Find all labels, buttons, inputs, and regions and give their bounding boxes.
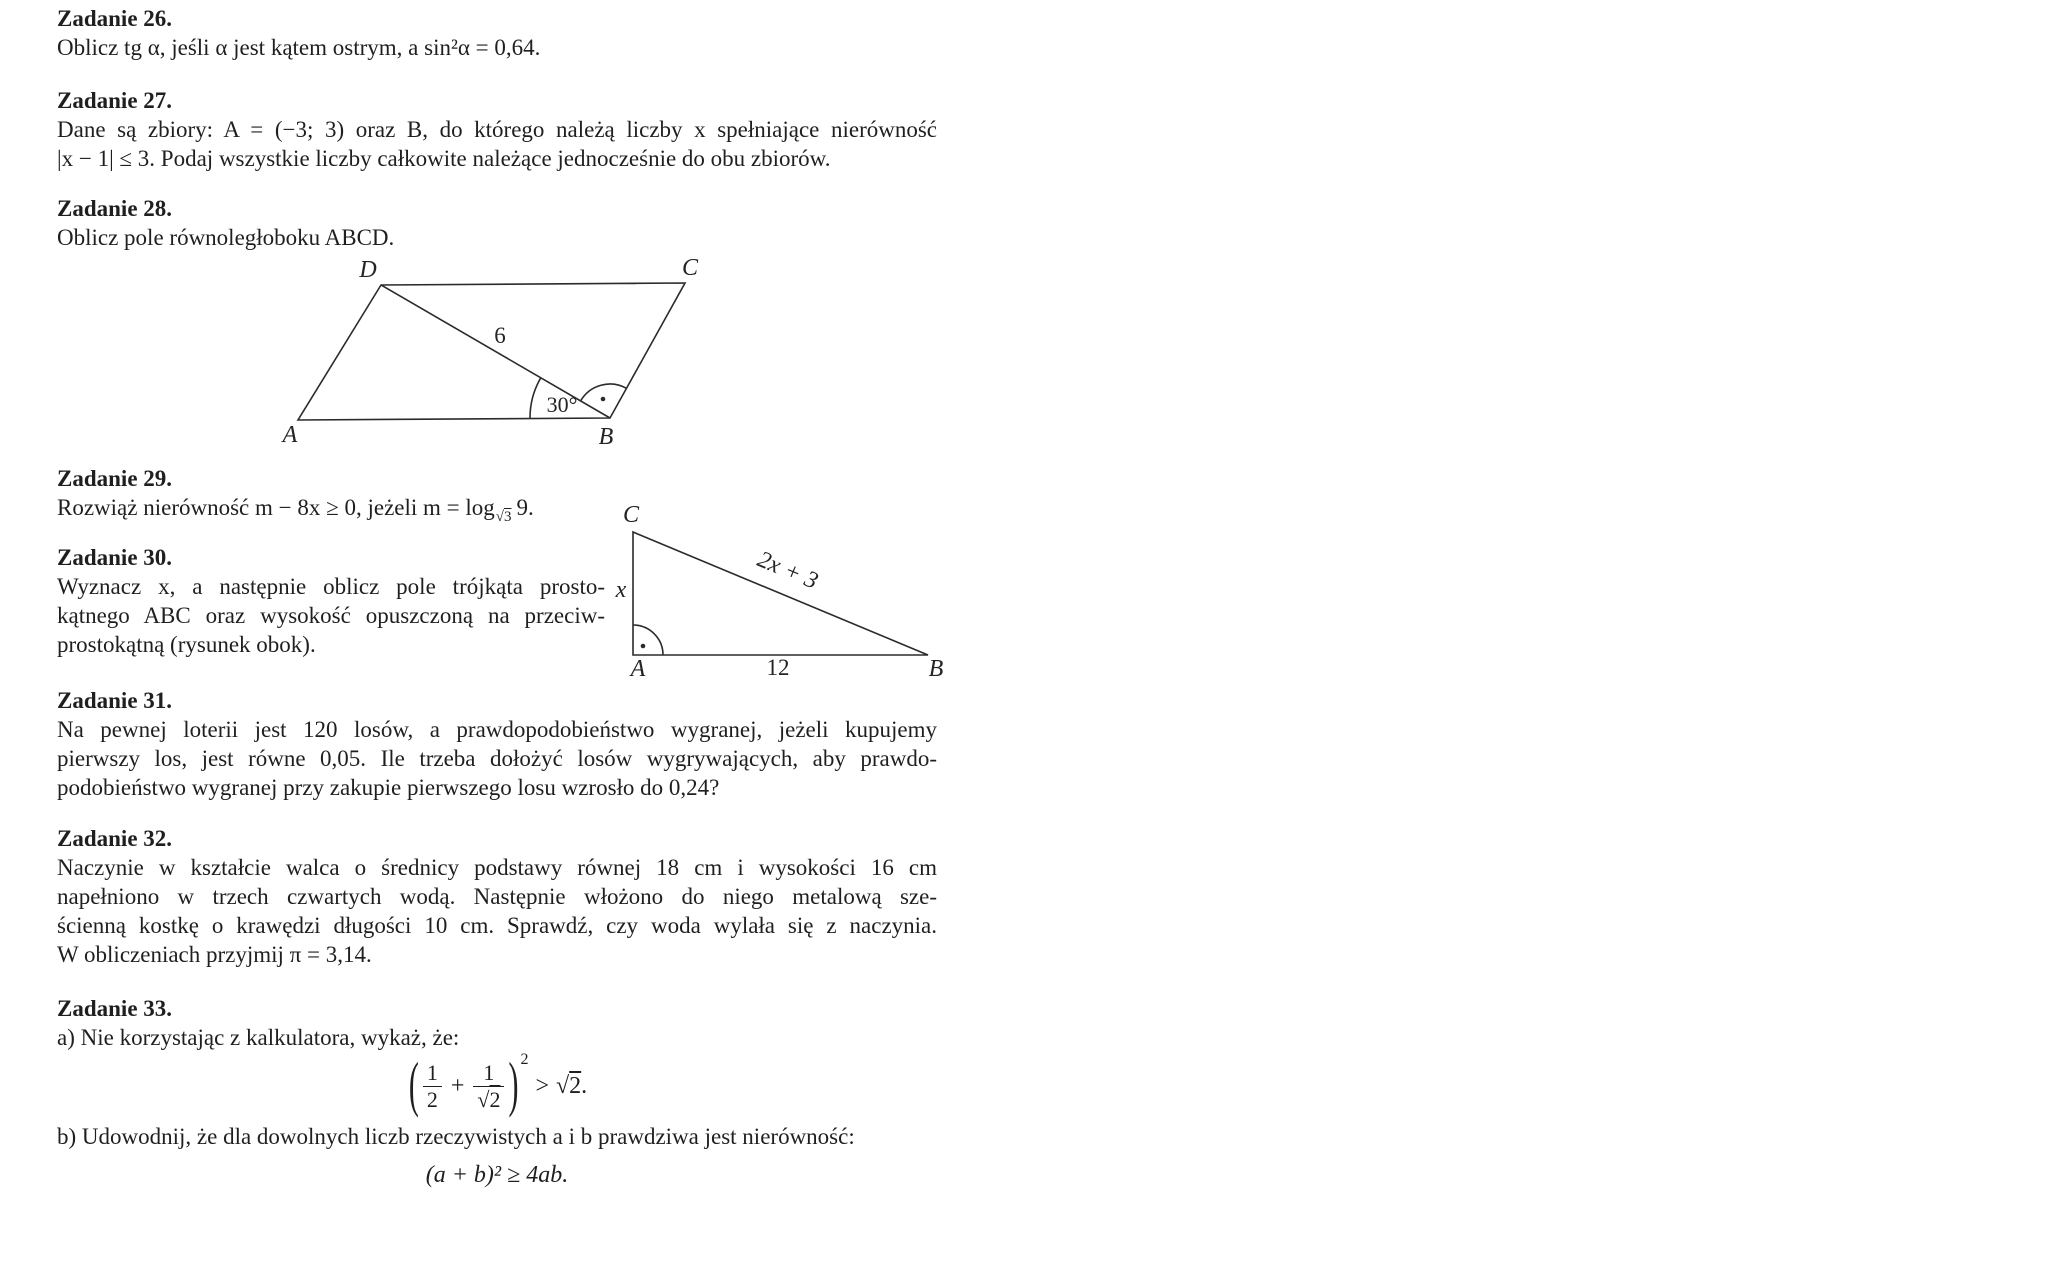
vertex-label-a: A	[282, 422, 298, 448]
sqrt-radicand: 2	[489, 1086, 501, 1112]
vertex-label-a: A	[630, 656, 646, 682]
problem-30-title: Zadanie 30.	[57, 545, 173, 570]
problem-29-text-end: 9.	[516, 495, 534, 520]
problem-28-line-1: Oblicz pole równoległoboku ABCD.	[57, 225, 395, 250]
problem-33	[57, 994, 937, 1190]
problem-31-line-3: podobieństwo wygranej przy zakupie pierwszego losu wzrosło do 0,24?	[57, 775, 720, 800]
problem-26	[57, 4, 937, 62]
problem-27-line-1: Dane są zbiory: A = (−3; 3) oraz B, do którego należą liczby x spełniające nierówność	[57, 117, 937, 142]
problem-32-title: Zadanie 32.	[57, 826, 173, 851]
right-angle-dot	[601, 397, 606, 402]
log-base-subscript: √3	[495, 509, 512, 525]
period: .	[581, 1072, 588, 1099]
problem-27	[57, 86, 937, 173]
problem-32-line-1: Naczynie w kształcie walca o średnicy podstawy równej 18 cm i wysokości 16 cm	[57, 855, 937, 880]
angle-arc-30deg	[530, 378, 541, 418]
problem-31-line-2: pierwszy los, jest równe 0,05. Ile trzeba dołożyć losów wygrywających, aby prawdo-	[57, 746, 937, 771]
vertex-label-b: B	[598, 424, 614, 450]
problem-27-title: Zadanie 27.	[57, 88, 173, 113]
right-angle-dot	[641, 644, 646, 649]
angle-30-label: 30°	[546, 392, 578, 417]
base-12-label: 12	[766, 655, 790, 680]
problem-31-line-1: Na pewnej loterii jest 120 losów, a prawdopodobieństwo wygranej, jeżeli kupujemy	[57, 717, 937, 742]
formula-33a	[57, 1051, 937, 1122]
fraction-one-over-sqrt2: $\frac{1}{√2}$	[471, 1060, 506, 1113]
formula-33b: (a + b)² ≥ 4ab.	[425, 1162, 569, 1188]
problem-30-line-1: Wyznacz x, a następnie oblicz pole trójkąta prosto-	[57, 574, 605, 599]
problem-33-item-a: a) Nie korzystając z kalkulatora, wykaż, że:	[57, 1025, 460, 1050]
problem-29-title: Zadanie 29.	[57, 466, 173, 491]
greater-than-sign: >	[535, 1072, 549, 1099]
vertex-label-c: C	[681, 255, 699, 281]
parallelogram-figure	[218, 245, 718, 455]
fraction-one-half: $\frac{1}{2}$	[421, 1060, 444, 1113]
open-paren: (	[408, 1051, 419, 1120]
problem-32-line-2: napełniono w trzech czwartych wodą. Następnie włożono do niego metalową sze-	[57, 884, 937, 909]
problem-32-line-3: ścienną kostkę o krawędzi długości 10 cm. Sprawdź, czy woda wylała się z naczynia.	[57, 913, 937, 938]
exponent: 2	[520, 1051, 529, 1069]
triangle-outline	[633, 532, 928, 655]
close-paren: )	[508, 1051, 519, 1120]
problem-33-title: Zadanie 33.	[57, 996, 173, 1021]
problem-26-title: Zadanie 26.	[57, 6, 173, 31]
diagonal-length-label: 6	[494, 323, 506, 348]
problem-32	[57, 824, 937, 969]
sqrt-two: √2	[556, 1072, 582, 1099]
sqrt-sign: √	[477, 1086, 490, 1112]
problem-32-line-4: W obliczeniach przyjmij π = 3,14.	[57, 942, 372, 967]
problem-28-title: Zadanie 28.	[57, 196, 173, 221]
problem-31	[57, 686, 937, 802]
triangle-figure	[605, 498, 975, 698]
plus-sign: +	[450, 1072, 465, 1099]
problem-31-title: Zadanie 31.	[57, 688, 173, 713]
vertex-label-d: D	[359, 257, 377, 283]
problem-30-line-3: prostokątną (rysunek obok).	[57, 632, 316, 657]
problem-26-line-1: Oblicz tg α, jeśli α jest kątem ostrym, a sin²α = 0,64.	[57, 35, 541, 60]
right-angle-arc	[633, 625, 663, 655]
vertex-label-b: B	[928, 656, 944, 682]
parallelogram-outline	[298, 283, 685, 420]
side-x-label: x	[615, 577, 627, 603]
problem-29-text: Rozwiąż nierówność m − 8x ≥ 0, jeżeli m = log	[57, 495, 495, 520]
problem-33-item-b: b) Udowodnij, że dla dowolnych liczb rzeczywistych a i b prawdziwa jest nierówność:	[57, 1124, 855, 1149]
problem-27-line-2: |x − 1| ≤ 3. Podaj wszystkie liczby całkowite należące jednocześnie do obu zbiorów.	[57, 146, 831, 171]
problem-30	[57, 543, 605, 659]
problem-30-line-2: kątnego ABC oraz wysokość opuszczoną na przeciw-	[57, 603, 605, 628]
problem-28	[57, 194, 937, 252]
hypotenuse-label: 2x + 3	[753, 546, 822, 595]
vertex-label-c: C	[622, 502, 640, 528]
